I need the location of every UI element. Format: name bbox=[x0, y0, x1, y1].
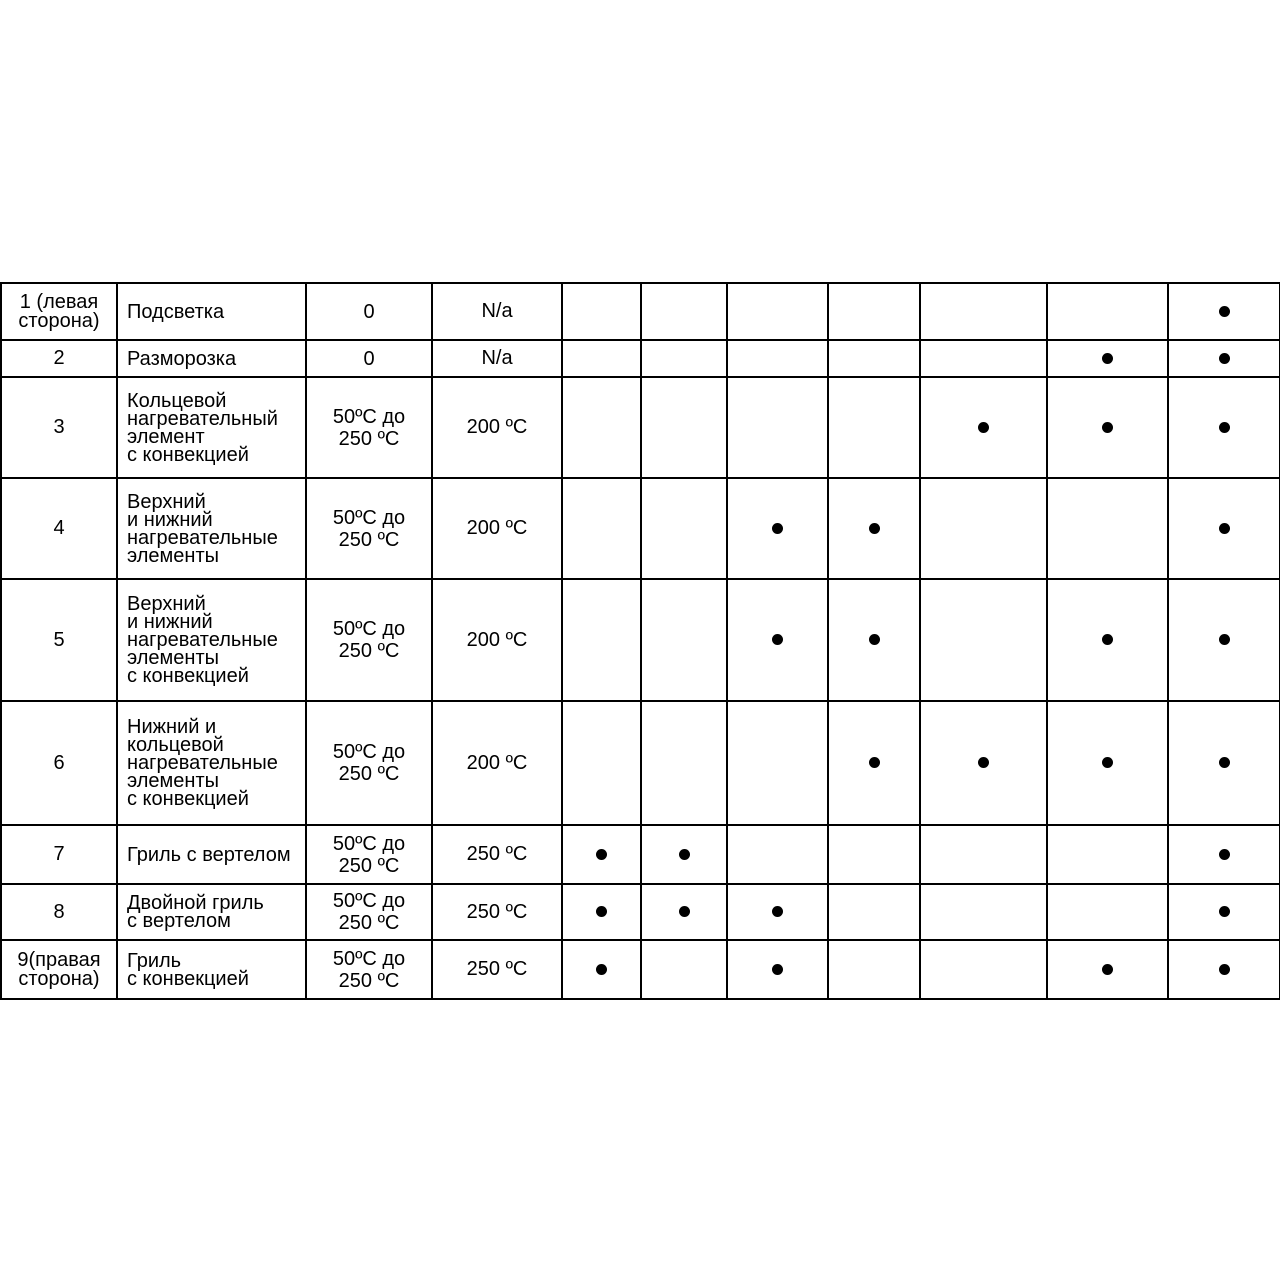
element-cell-3 bbox=[727, 701, 828, 825]
bullet-dot-icon bbox=[1219, 906, 1230, 917]
temperature-range-cell bbox=[306, 478, 432, 579]
temperature-range-cell-line: 50ºC до bbox=[332, 832, 406, 855]
element-cell-7 bbox=[1168, 701, 1280, 825]
mode-name-cell bbox=[117, 579, 306, 701]
mode-name-cell bbox=[117, 884, 306, 940]
element-cell-7 bbox=[1168, 579, 1280, 701]
bullet-dot-icon bbox=[978, 757, 989, 768]
element-cell-5 bbox=[920, 701, 1047, 825]
mode-number-cell-line: сторона) bbox=[18, 967, 100, 990]
bullet-dot-icon bbox=[1219, 849, 1230, 860]
mode-name-cell-line: Кольцевой bbox=[127, 389, 227, 412]
temperature-range-cell-line: 50ºC до bbox=[332, 506, 406, 529]
element-cell-1 bbox=[562, 377, 641, 478]
bullet-dot-icon bbox=[772, 523, 783, 534]
default-temperature-cell: 250 ºC bbox=[432, 825, 562, 884]
element-cell-4 bbox=[828, 701, 920, 825]
element-cell-4 bbox=[828, 579, 920, 701]
temperature-range-cell-line: 250 ºC bbox=[338, 763, 400, 785]
element-cell-4 bbox=[828, 825, 920, 884]
temperature-range-cell-line: 50ºC до bbox=[332, 405, 406, 428]
table-row bbox=[1, 283, 1280, 340]
mode-number-cell bbox=[1, 579, 117, 701]
element-cell-7 bbox=[1168, 283, 1280, 340]
mode-name-cell-line: и нижний bbox=[127, 508, 213, 531]
element-cell-1 bbox=[562, 884, 641, 940]
element-cell-3 bbox=[727, 340, 828, 377]
element-cell-4 bbox=[828, 478, 920, 579]
bullet-dot-icon bbox=[1102, 634, 1113, 645]
mode-name-cell bbox=[117, 478, 306, 579]
mode-name-cell-line: элементы bbox=[127, 770, 220, 792]
element-cell-4 bbox=[828, 940, 920, 999]
bullet-dot-icon bbox=[869, 634, 880, 645]
mode-name-cell-line: элементы bbox=[127, 647, 220, 669]
mode-number-cell bbox=[1, 377, 117, 478]
table-row bbox=[1, 940, 1280, 999]
bullet-dot-icon bbox=[772, 964, 783, 975]
mode-number-cell-line: 5 bbox=[53, 628, 65, 651]
mode-name-cell-line: с вертелом bbox=[127, 910, 231, 932]
default-temperature-cell: 200 ºC bbox=[432, 701, 562, 825]
table-row bbox=[1, 579, 1280, 701]
element-cell-6 bbox=[1047, 340, 1168, 377]
element-cell-3 bbox=[727, 283, 828, 340]
temperature-range-cell bbox=[306, 579, 432, 701]
default-temperature-cell: 200 ºC bbox=[432, 579, 562, 701]
mode-name-cell-line: Подсветка bbox=[127, 300, 225, 323]
bullet-dot-icon bbox=[772, 634, 783, 645]
element-cell-1 bbox=[562, 478, 641, 579]
mode-name-cell-line: нагревательные bbox=[127, 629, 278, 651]
element-cell-4 bbox=[828, 340, 920, 377]
bullet-dot-icon bbox=[1219, 306, 1230, 317]
element-cell-7 bbox=[1168, 478, 1280, 579]
bullet-dot-icon bbox=[1219, 353, 1230, 364]
temperature-range-cell bbox=[306, 940, 432, 999]
element-cell-1 bbox=[562, 579, 641, 701]
table-row bbox=[1, 825, 1280, 884]
element-cell-6 bbox=[1047, 377, 1168, 478]
element-cell-5 bbox=[920, 340, 1047, 377]
element-cell-2 bbox=[641, 340, 727, 377]
mode-name-cell bbox=[117, 340, 306, 377]
element-cell-1 bbox=[562, 701, 641, 825]
table-row bbox=[1, 701, 1280, 825]
bullet-dot-icon bbox=[679, 849, 690, 860]
element-cell-4 bbox=[828, 377, 920, 478]
default-temperature-cell: 200 ºC bbox=[432, 377, 562, 478]
mode-number-cell-line: 4 bbox=[53, 517, 65, 539]
default-temperature-cell: N/a bbox=[432, 283, 562, 340]
bullet-dot-icon bbox=[1102, 964, 1113, 975]
temperature-range-cell-line: 250 ºC bbox=[338, 427, 400, 450]
mode-number-cell-line: сторона) bbox=[18, 309, 100, 332]
mode-number-cell-line: 3 bbox=[53, 416, 65, 438]
element-cell-6 bbox=[1047, 283, 1168, 340]
table-row bbox=[1, 377, 1280, 478]
bullet-dot-icon bbox=[1219, 757, 1230, 768]
temperature-range-cell-line: 250 ºC bbox=[338, 854, 400, 877]
mode-number-cell-line: 7 bbox=[53, 843, 65, 865]
element-cell-7 bbox=[1168, 340, 1280, 377]
element-cell-5 bbox=[920, 478, 1047, 579]
bullet-dot-icon bbox=[1219, 964, 1230, 975]
mode-number-cell bbox=[1, 940, 117, 999]
mode-number-cell-line: 9(правая bbox=[17, 948, 101, 971]
temperature-range-cell-line: 50ºC до bbox=[332, 618, 406, 640]
bullet-dot-icon bbox=[869, 757, 880, 768]
element-cell-7 bbox=[1168, 377, 1280, 478]
element-cell-4 bbox=[828, 283, 920, 340]
element-cell-6 bbox=[1047, 940, 1168, 999]
mode-name-cell bbox=[117, 377, 306, 478]
element-cell-3 bbox=[727, 377, 828, 478]
bullet-dot-icon bbox=[596, 849, 607, 860]
element-cell-6 bbox=[1047, 478, 1168, 579]
oven-modes-table bbox=[0, 282, 1280, 1000]
mode-name-cell-line: Разморозка bbox=[127, 347, 237, 370]
mode-number-cell bbox=[1, 283, 117, 340]
mode-name-cell-line: элементы bbox=[127, 544, 220, 567]
temperature-range-cell-line: 250 ºC bbox=[338, 912, 400, 934]
element-cell-5 bbox=[920, 825, 1047, 884]
bullet-dot-icon bbox=[1219, 634, 1230, 645]
mode-name-cell-line: Гриль с вертелом bbox=[127, 843, 291, 866]
bullet-dot-icon bbox=[1219, 523, 1230, 534]
element-cell-1 bbox=[562, 340, 641, 377]
element-cell-1 bbox=[562, 283, 641, 340]
mode-name-cell-line: нагревательные bbox=[127, 752, 278, 774]
element-cell-2 bbox=[641, 377, 727, 478]
bullet-dot-icon bbox=[1102, 353, 1113, 364]
bullet-dot-icon bbox=[1102, 422, 1113, 433]
temperature-range-cell bbox=[306, 825, 432, 884]
temperature-range-cell-line: 50ºC до bbox=[332, 890, 406, 912]
element-cell-2 bbox=[641, 884, 727, 940]
mode-name-cell bbox=[117, 701, 306, 825]
mode-name-cell-line: Верхний bbox=[127, 490, 206, 513]
mode-name-cell-line: нагревательный bbox=[127, 407, 278, 430]
table-row bbox=[1, 478, 1280, 579]
element-cell-3 bbox=[727, 825, 828, 884]
temperature-range-cell-line: 0 bbox=[363, 347, 375, 370]
mode-name-cell-line: Нижний и bbox=[127, 716, 217, 738]
temperature-range-cell bbox=[306, 884, 432, 940]
temperature-range-cell-line: 0 bbox=[363, 300, 375, 323]
default-temperature-cell: N/a bbox=[432, 340, 562, 377]
mode-number-cell-line: 8 bbox=[53, 900, 65, 923]
temperature-range-cell-line: 250 ºC bbox=[338, 528, 400, 551]
element-cell-2 bbox=[641, 579, 727, 701]
bullet-dot-icon bbox=[1102, 757, 1113, 768]
element-cell-5 bbox=[920, 283, 1047, 340]
element-cell-7 bbox=[1168, 884, 1280, 940]
element-cell-3 bbox=[727, 478, 828, 579]
temperature-range-cell bbox=[306, 701, 432, 825]
element-cell-6 bbox=[1047, 884, 1168, 940]
element-cell-4 bbox=[828, 884, 920, 940]
mode-name-cell bbox=[117, 283, 306, 340]
bullet-dot-icon bbox=[596, 964, 607, 975]
bullet-dot-icon bbox=[679, 906, 690, 917]
mode-name-cell-line: элемент bbox=[127, 425, 205, 448]
mode-name-cell-line: и нижний bbox=[127, 611, 213, 633]
table-row bbox=[1, 884, 1280, 940]
mode-number-cell-line: 6 bbox=[53, 751, 65, 774]
temperature-range-cell bbox=[306, 340, 432, 377]
mode-name-cell-line: нагревательные bbox=[127, 526, 278, 549]
temperature-range-cell-line: 250 ºC bbox=[338, 640, 400, 662]
mode-number-cell-line: 1 (левая bbox=[19, 290, 99, 313]
temperature-range-cell-line: 50ºC до bbox=[332, 947, 406, 970]
element-cell-3 bbox=[727, 579, 828, 701]
bullet-dot-icon bbox=[978, 422, 989, 433]
mode-name-cell bbox=[117, 940, 306, 999]
mode-number-cell bbox=[1, 478, 117, 579]
mode-name-cell-line: с конвекцией bbox=[127, 665, 249, 687]
default-temperature-cell: 250 ºC bbox=[432, 884, 562, 940]
element-cell-5 bbox=[920, 579, 1047, 701]
mode-name-cell-line: с конвекцией bbox=[127, 967, 249, 990]
oven-modes-table-container bbox=[0, 282, 1279, 1000]
default-temperature-cell: 200 ºC bbox=[432, 478, 562, 579]
element-cell-1 bbox=[562, 825, 641, 884]
element-cell-2 bbox=[641, 940, 727, 999]
element-cell-5 bbox=[920, 940, 1047, 999]
mode-number-cell bbox=[1, 701, 117, 825]
element-cell-1 bbox=[562, 940, 641, 999]
temperature-range-cell-line: 50ºC до bbox=[332, 741, 406, 763]
element-cell-5 bbox=[920, 377, 1047, 478]
element-cell-7 bbox=[1168, 825, 1280, 884]
element-cell-3 bbox=[727, 884, 828, 940]
mode-name-cell bbox=[117, 825, 306, 884]
element-cell-2 bbox=[641, 283, 727, 340]
table-body bbox=[1, 283, 1280, 999]
element-cell-2 bbox=[641, 825, 727, 884]
temperature-range-cell bbox=[306, 377, 432, 478]
bullet-dot-icon bbox=[772, 906, 783, 917]
bullet-dot-icon bbox=[596, 906, 607, 917]
element-cell-2 bbox=[641, 478, 727, 579]
element-cell-6 bbox=[1047, 701, 1168, 825]
default-temperature-cell: 250 ºC bbox=[432, 940, 562, 999]
element-cell-6 bbox=[1047, 825, 1168, 884]
mode-number-cell bbox=[1, 825, 117, 884]
bullet-dot-icon bbox=[869, 523, 880, 534]
element-cell-2 bbox=[641, 701, 727, 825]
mode-name-cell-line: кольцевой bbox=[127, 734, 224, 756]
mode-name-cell-line: Двойной гриль bbox=[127, 892, 264, 914]
element-cell-3 bbox=[727, 940, 828, 999]
temperature-range-cell-line: 250 ºC bbox=[338, 969, 400, 992]
mode-name-cell-line: с конвекцией bbox=[127, 788, 249, 810]
element-cell-6 bbox=[1047, 579, 1168, 701]
mode-name-cell-line: Верхний bbox=[127, 593, 206, 615]
element-cell-5 bbox=[920, 884, 1047, 940]
mode-number-cell bbox=[1, 884, 117, 940]
temperature-range-cell bbox=[306, 283, 432, 340]
mode-name-cell-line: Гриль bbox=[127, 949, 182, 972]
table-row bbox=[1, 340, 1280, 377]
mode-number-cell bbox=[1, 340, 117, 377]
element-cell-7 bbox=[1168, 940, 1280, 999]
mode-name-cell-line: с конвекцией bbox=[127, 443, 249, 466]
mode-number-cell-line: 2 bbox=[53, 347, 65, 369]
bullet-dot-icon bbox=[1219, 422, 1230, 433]
